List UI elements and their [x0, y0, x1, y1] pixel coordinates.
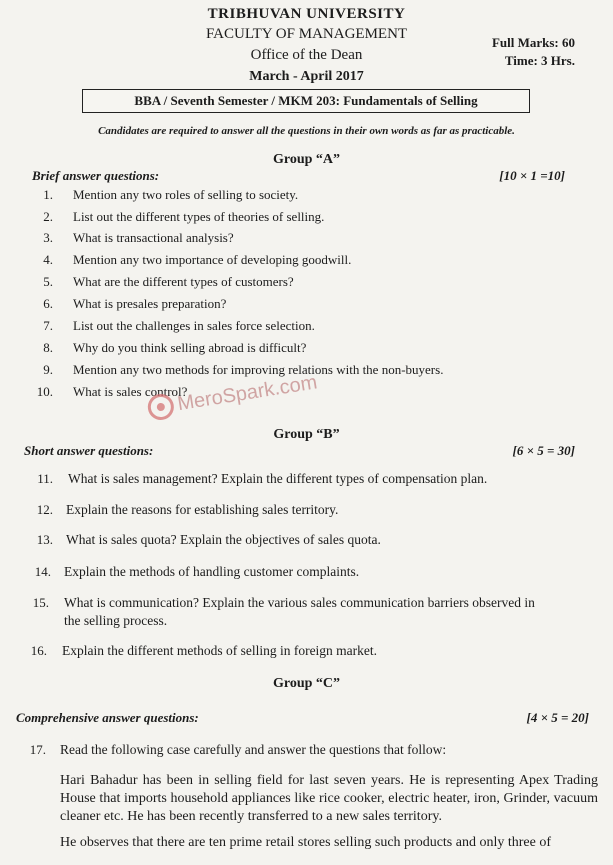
question-number: 14.	[34, 564, 51, 579]
question-text: What is sales management? Explain the different types of compensation plan.	[68, 471, 488, 486]
course-title: BBA / Seventh Semester / MKM 203: Fundamentals of Selling	[134, 93, 478, 108]
question-number: 10.	[36, 384, 53, 399]
question-text: Mention any two roles of selling to society.	[73, 187, 299, 202]
question-text-continued: the selling process.	[64, 613, 168, 628]
merospark-logo-icon	[146, 392, 176, 422]
group-c-marks: [4 × 5 = 20]	[526, 710, 589, 725]
case-paragraph: Hari Bahadur has been in selling field for last seven years. He is representing Apex Trading House that imports household appliances like rice cooker, electric heater, iron, Grinder, vacuum cleaner etc. He has been recently transferred to a new sales territory.	[60, 773, 598, 824]
question-text: What is presales preparation?	[73, 296, 227, 311]
question-number: 7.	[43, 318, 53, 333]
question-text: What is transactional analysis?	[73, 230, 234, 245]
watermark-text: MeroSpark.com	[175, 370, 319, 415]
question-text: Explain the methods of handling customer complaints.	[64, 564, 360, 579]
group-b-marks: [6 × 5 = 30]	[512, 443, 575, 458]
group-a-title: Group “A”	[272, 152, 341, 167]
question-text: Explain the different methods of selling in foreign market.	[62, 643, 378, 658]
question-text: What is communication? Explain the various sales communication barriers observed in	[64, 595, 535, 610]
question-number: 1.	[43, 187, 53, 202]
question-text: What is sales control?	[73, 384, 188, 399]
exam-time: Time: 3 Hrs.	[504, 53, 575, 68]
question-number: 4.	[43, 252, 53, 267]
office-name: Office of the Dean	[250, 47, 363, 63]
question-text: List out the challenges in sales force selection.	[73, 318, 315, 333]
instructions: Candidates are required to answer all the questions in their own words as far as practicable.	[98, 125, 515, 137]
question-text: What is sales quota? Explain the objectives of sales quota.	[66, 532, 381, 547]
question-number: 17.	[29, 742, 46, 757]
course-title-box	[82, 89, 530, 113]
question-text: Mention any two methods for improving relations with the non-buyers.	[73, 362, 444, 377]
question-text: Explain the reasons for establishing sales territory.	[66, 502, 339, 517]
question-number: 16.	[30, 643, 47, 658]
exam-session: March - April 2017	[249, 69, 364, 84]
question-number: 3.	[43, 230, 53, 245]
university-name: TRIBHUVAN UNIVERSITY	[207, 6, 406, 22]
group-a-section: Brief answer questions:	[32, 168, 160, 183]
question-text: Read the following case carefully and answer the questions that follow:	[60, 742, 447, 757]
group-c-title: Group “C”	[272, 676, 341, 691]
group-b-section: Short answer questions:	[24, 443, 154, 458]
question-text: What are the different types of customers?	[73, 274, 294, 289]
question-number: 5.	[43, 274, 53, 289]
group-c-section: Comprehensive answer questions:	[16, 710, 199, 725]
question-number: 9.	[43, 362, 53, 377]
question-text: Why do you think selling abroad is difficult?	[73, 340, 307, 355]
group-b-title: Group “B”	[273, 427, 340, 442]
full-marks: Full Marks: 60	[491, 35, 575, 50]
question-number: 6.	[43, 296, 53, 311]
question-number: 13.	[36, 532, 53, 547]
group-a-marks: [10 × 1 =10]	[499, 168, 565, 183]
faculty-name: FACULTY OF MANAGEMENT	[205, 26, 408, 42]
question-number: 2.	[43, 209, 53, 224]
question-number: 15.	[32, 595, 49, 610]
question-number: 11.	[37, 471, 53, 486]
question-number: 12.	[36, 502, 53, 517]
question-text: List out the different types of theories of selling.	[73, 209, 325, 224]
question-text: Mention any two importance of developing goodwill.	[73, 252, 352, 267]
question-number: 8.	[43, 340, 53, 355]
case-paragraph: He observes that there are ten prime retail stores selling such products and only three of	[60, 835, 552, 850]
